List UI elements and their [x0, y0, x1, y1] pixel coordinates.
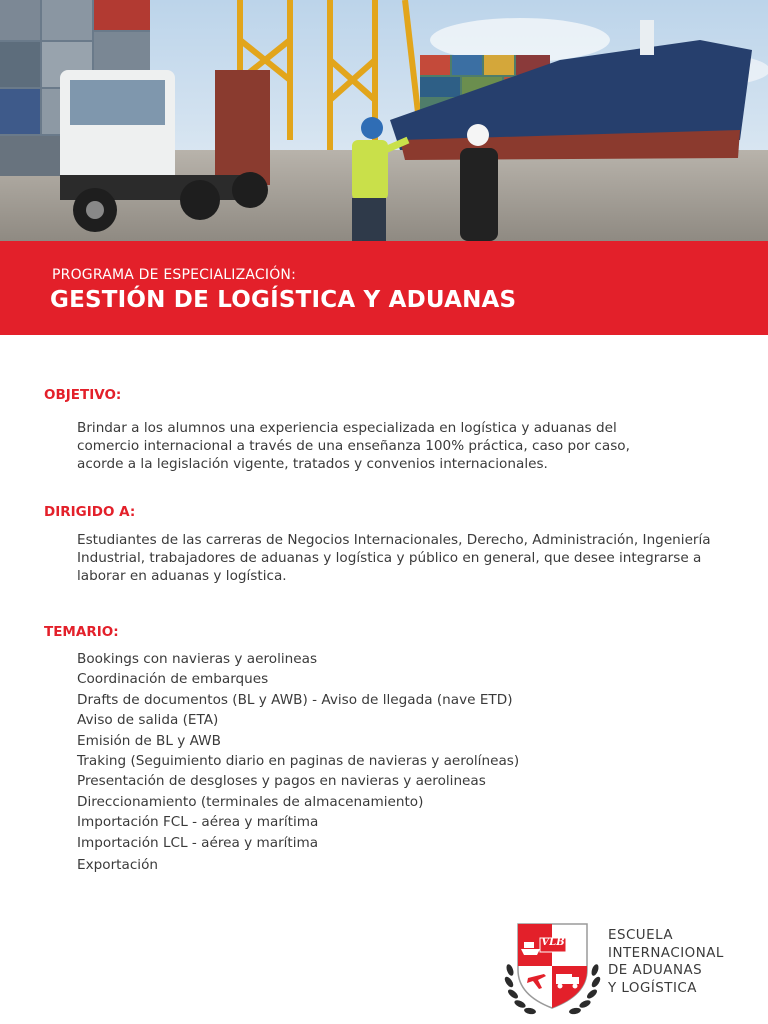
- dirigido-line: laborar en aduanas y logística.: [77, 568, 287, 584]
- temario-item: Emisión de BL y AWB: [77, 732, 221, 749]
- temario-item: Bookings con navieras y aerolineas: [77, 651, 318, 667]
- school-name-line: ESCUELA: [608, 928, 674, 943]
- school-name: [608, 927, 724, 997]
- temario-item: Exportación: [77, 857, 159, 874]
- school-name-line: Y LOGÍSTICA: [608, 980, 697, 996]
- program-title: GESTIÓN DE LOGÍSTICA Y ADUANAS: [50, 287, 517, 313]
- temario-item: Aviso de salida (ETA): [77, 712, 219, 729]
- title-banner: [0, 241, 768, 335]
- temario-item: Importación LCL - aérea y marítima: [77, 834, 319, 851]
- hero-photo: [0, 0, 768, 241]
- temario-heading: TEMARIO:: [44, 624, 119, 640]
- school-logo: [500, 920, 605, 1020]
- dirigido-line: Industrial, trabajadores de aduanas y logística y público en general, que desee integrarse a: [77, 550, 702, 566]
- dirigido-line: Estudiantes de las carreras de Negocios Internacionales, Derecho, Administración, Ingeniería: [77, 532, 711, 548]
- temario-item: Traking (Seguimiento diario en paginas de navieras y aerolíneas): [77, 753, 520, 770]
- school-name-line: INTERNACIONAL: [608, 945, 724, 961]
- temario-item: Direccionamiento (terminales de almacenamiento): [77, 793, 424, 810]
- school-name-line: DE ADUANAS: [608, 963, 703, 978]
- temario-list: [77, 649, 519, 875]
- objetivo-heading: OBJETIVO:: [44, 387, 122, 403]
- temario-item: Drafts de documentos (BL y AWB) - Aviso de llegada (nave ETD): [77, 691, 513, 708]
- objetivo-text: [77, 419, 757, 473]
- temario-item: Coordinación de embarques: [77, 671, 269, 688]
- objetivo-line: comercio internacional a través de una enseñanza 100% práctica, caso por caso,: [77, 438, 630, 454]
- dirigido-heading: DIRIGIDO A:: [44, 504, 136, 520]
- program-kicker: PROGRAMA DE ESPECIALIZACIÓN:: [52, 267, 297, 283]
- dirigido-text: [77, 531, 757, 585]
- logo-monogram: VLB: [541, 937, 565, 948]
- objetivo-line: Brindar a los alumnos una experiencia especializada en logística y aduanas del: [77, 420, 617, 436]
- temario-item: Presentación de desgloses y pagos en navieras y aerolineas: [77, 773, 486, 790]
- objetivo-line: acorde a la legislación vigente, tratados y convenios internacionales.: [77, 456, 548, 472]
- temario-item: Importación FCL - aérea y marítima: [77, 814, 319, 831]
